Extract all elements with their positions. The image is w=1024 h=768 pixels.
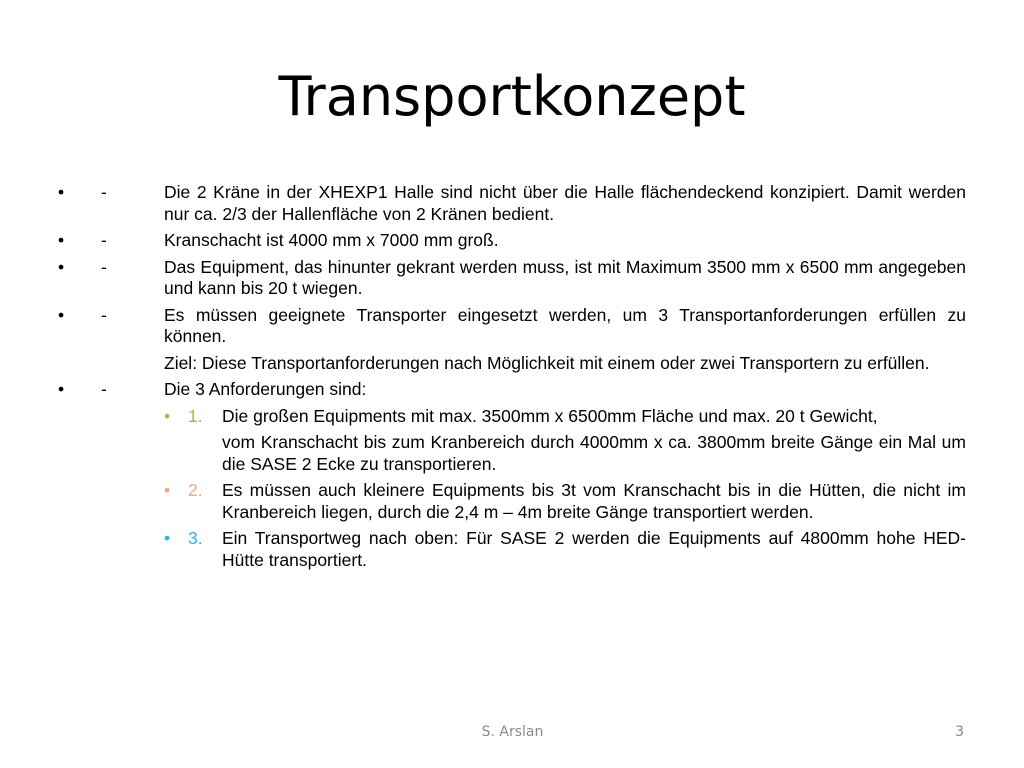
bullet-icon: • — [58, 379, 65, 399]
list-item — [58, 305, 966, 348]
list-item-text: Das Equipment, das hinunter gekrant werden muss, ist mit Maximum 3500 mm x 6500 mm angegeben und kann bis 20 t wiegen. — [164, 256, 966, 298]
bullet-icon: • — [58, 304, 65, 325]
requirement-text: Es müssen auch kleinere Equipments bis 3t vom Kranschacht bis in die Hütten, die nicht im Kranbereich liegen, durch die 2,4 m – 4m breite Gänge transportiert werden. — [222, 480, 966, 522]
dash-marker: - — [101, 256, 107, 277]
requirement-number: 1. — [188, 405, 203, 426]
dash-marker: - — [101, 230, 107, 250]
requirement-continuation — [58, 432, 966, 475]
list-item-text: Die 2 Kräne in der XHEXP1 Halle sind nicht über die Halle flächendeckend konzipiert. Damit werden nur ca. 2/3 der Hallenfläche von 2 Kränen bedient. — [164, 182, 966, 224]
list-item — [58, 182, 966, 225]
dash-marker: - — [101, 304, 107, 325]
requirement-item — [58, 528, 966, 571]
list-item — [58, 257, 966, 300]
bullet-icon: • — [58, 230, 65, 250]
requirement-number: 3. — [188, 528, 203, 548]
bullet-icon: • — [164, 405, 171, 426]
bullet-icon: • — [164, 480, 171, 500]
requirement-text: Ein Transportweg nach oben: Für SASE 2 werden die Equipments auf 4800mm hohe HED-Hütte transportiert. — [222, 528, 966, 570]
page-number: 3 — [955, 724, 964, 740]
requirement-item — [58, 406, 966, 428]
goal-paragraph — [58, 353, 966, 375]
requirements-intro: Die 3 Anforderungen sind: — [164, 379, 367, 399]
requirement-item — [58, 480, 966, 523]
slide-title: Transportkonzept — [278, 65, 746, 128]
dash-marker: - — [101, 182, 107, 202]
bullet-icon: • — [164, 528, 171, 548]
bullet-icon: • — [58, 182, 65, 202]
slide-body — [58, 182, 966, 576]
dash-marker: - — [101, 379, 107, 399]
list-item-text: Es müssen geeignete Transporter eingesetzt werden, um 3 Transportanforderungen erfüllen zu können. — [164, 304, 966, 346]
requirement-number: 2. — [188, 480, 203, 500]
list-item — [58, 230, 966, 252]
goal-text: Ziel: Diese Transportanforderungen nach Möglichkeit mit einem oder zwei Transportern zu erfüllen. — [164, 352, 930, 373]
requirement-text: Die großen Equipments mit max. 3500mm x 6500mm Fläche und max. 20 t Gewicht, — [222, 405, 878, 426]
list-item — [58, 379, 966, 401]
list-item-text: Kranschacht ist 4000 mm x 7000 mm groß. — [164, 230, 499, 250]
footer-author: S. Arslan — [481, 724, 544, 740]
requirement-continuation-text: vom Kranschacht bis zum Kranbereich durch 4000mm x ca. 3800mm breite Gänge ein Mal um die SASE 2 Ecke zu transportieren. — [222, 432, 966, 474]
bullet-icon: • — [58, 256, 65, 277]
